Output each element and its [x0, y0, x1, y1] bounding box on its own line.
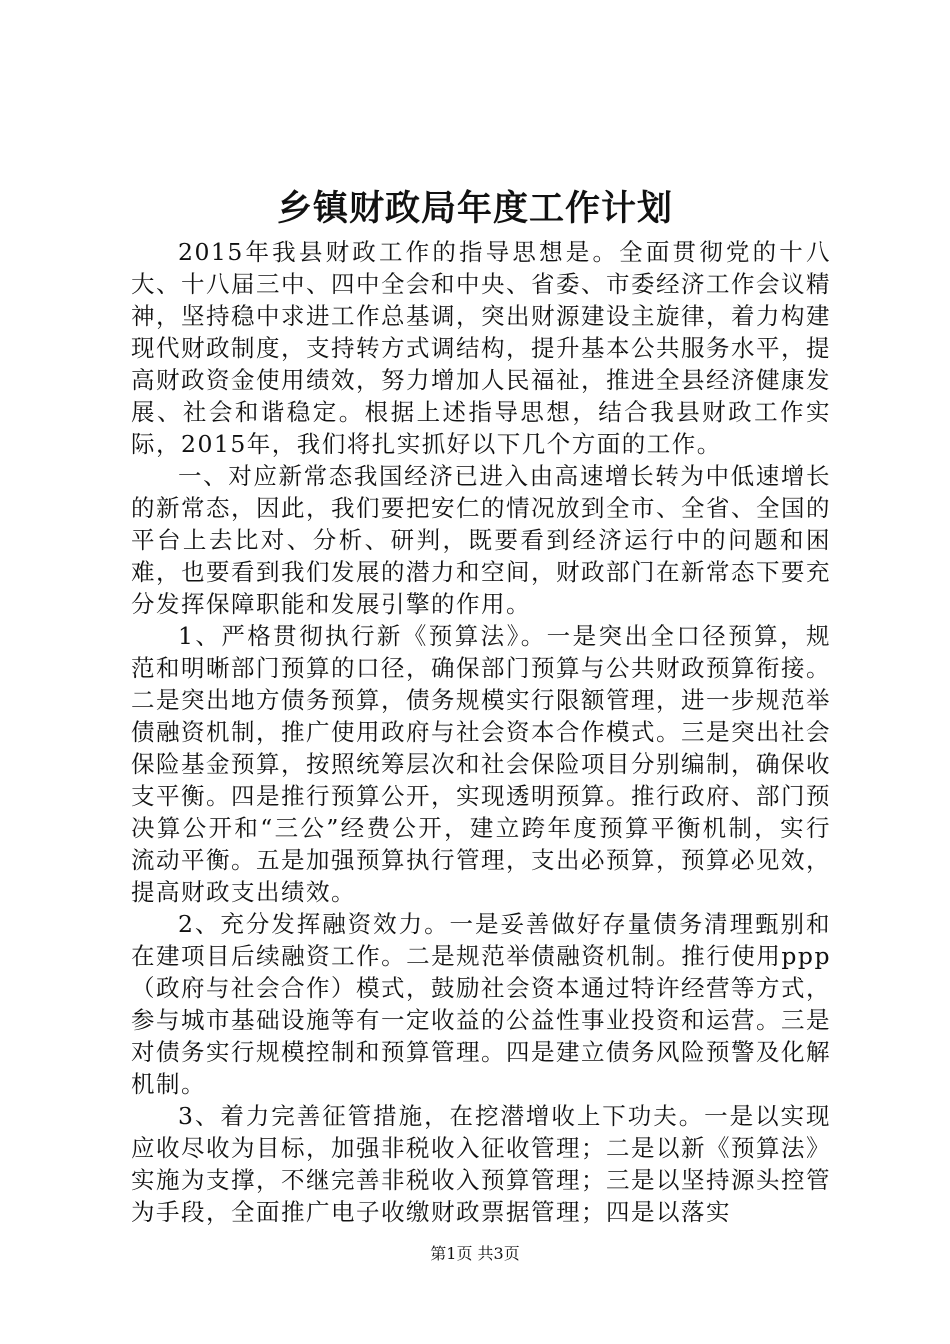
document-title: 乡镇财政局年度工作计划	[276, 188, 673, 229]
paragraph-budget-law: 1、严格贯彻执行新《预算法》。一是突出全口径预算，规范和明晰部门预算的口径，确保部门预算与公共财政预算衔接。二是突出地方债务预算，债务规模实行限额管理，进一步规范举债融资机制，推广使用政府与社会资本合作模式。三是突出社会保险基金预算，按照统筹层次和社会保险项目分别编制，确保收支平衡。四是推行预算公开，实现透明预算。推行政府、部门预决算公开和“三公”经费公开，建立跨年度预算平衡机制，实行流动平衡。五是加强预算执行管理，支出必预算，预算必见效，提高财政支出绩效。	[131, 622, 831, 906]
document-body	[131, 236, 831, 1228]
paragraph-collection-management: 3、着力完善征管措施，在挖潜增收上下功夫。一是以实现应收尽收为目标，加强非税收入征收管理；二是以新《预算法》实施为支撑，不继完善非税收入预算管理；三是以坚持源头控管为手段，全面推广电子收缴财政票据管理；四是以落实	[131, 1102, 831, 1226]
paragraph-new-normal: 一、对应新常态我国经济已进入由高速增长转为中低速增长的新常态，因此，我们要把安仁的情况放到全市、全省、全国的平台上去比对、分析、研判，既要看到经济运行中的问题和困难，也要看到我们发展的潜力和空间，财政部门在新常态下要充分发挥保障职能和发展引擎的作用。	[131, 462, 831, 618]
page-number-footer: 第1页 共3页	[430, 1244, 520, 1263]
paragraph-financing: 2、充分发挥融资效力。一是妥善做好存量债务清理甄别和在建项目后续融资工作。二是规范举债融资机制。推行使用ppp（政府与社会合作）模式，鼓励社会资本通过特许经营等方式，参与城市基础设施等有一定收益的公益性事业投资和运营。三是对债务实行规模控制和预算管理。四是建立债务风险预警及化解机制。	[131, 910, 831, 1098]
paragraph-guiding-thought: 2015年我县财政工作的指导思想是。全面贯彻党的十八大、十八届三中、四中全会和中央、省委、市委经济工作会议精神，坚持稳中求进工作总基调，突出财源建设主旋律，着力构建现代财政制度，支持转方式调结构，提升基本公共服务水平，提高财政资金使用绩效，努力增加人民福祉，推进全县经济健康发展、社会和谐稳定。根据上述指导思想，结合我县财政工作实际，2015年，我们将扎实抓好以下几个方面的工作。	[131, 238, 831, 458]
